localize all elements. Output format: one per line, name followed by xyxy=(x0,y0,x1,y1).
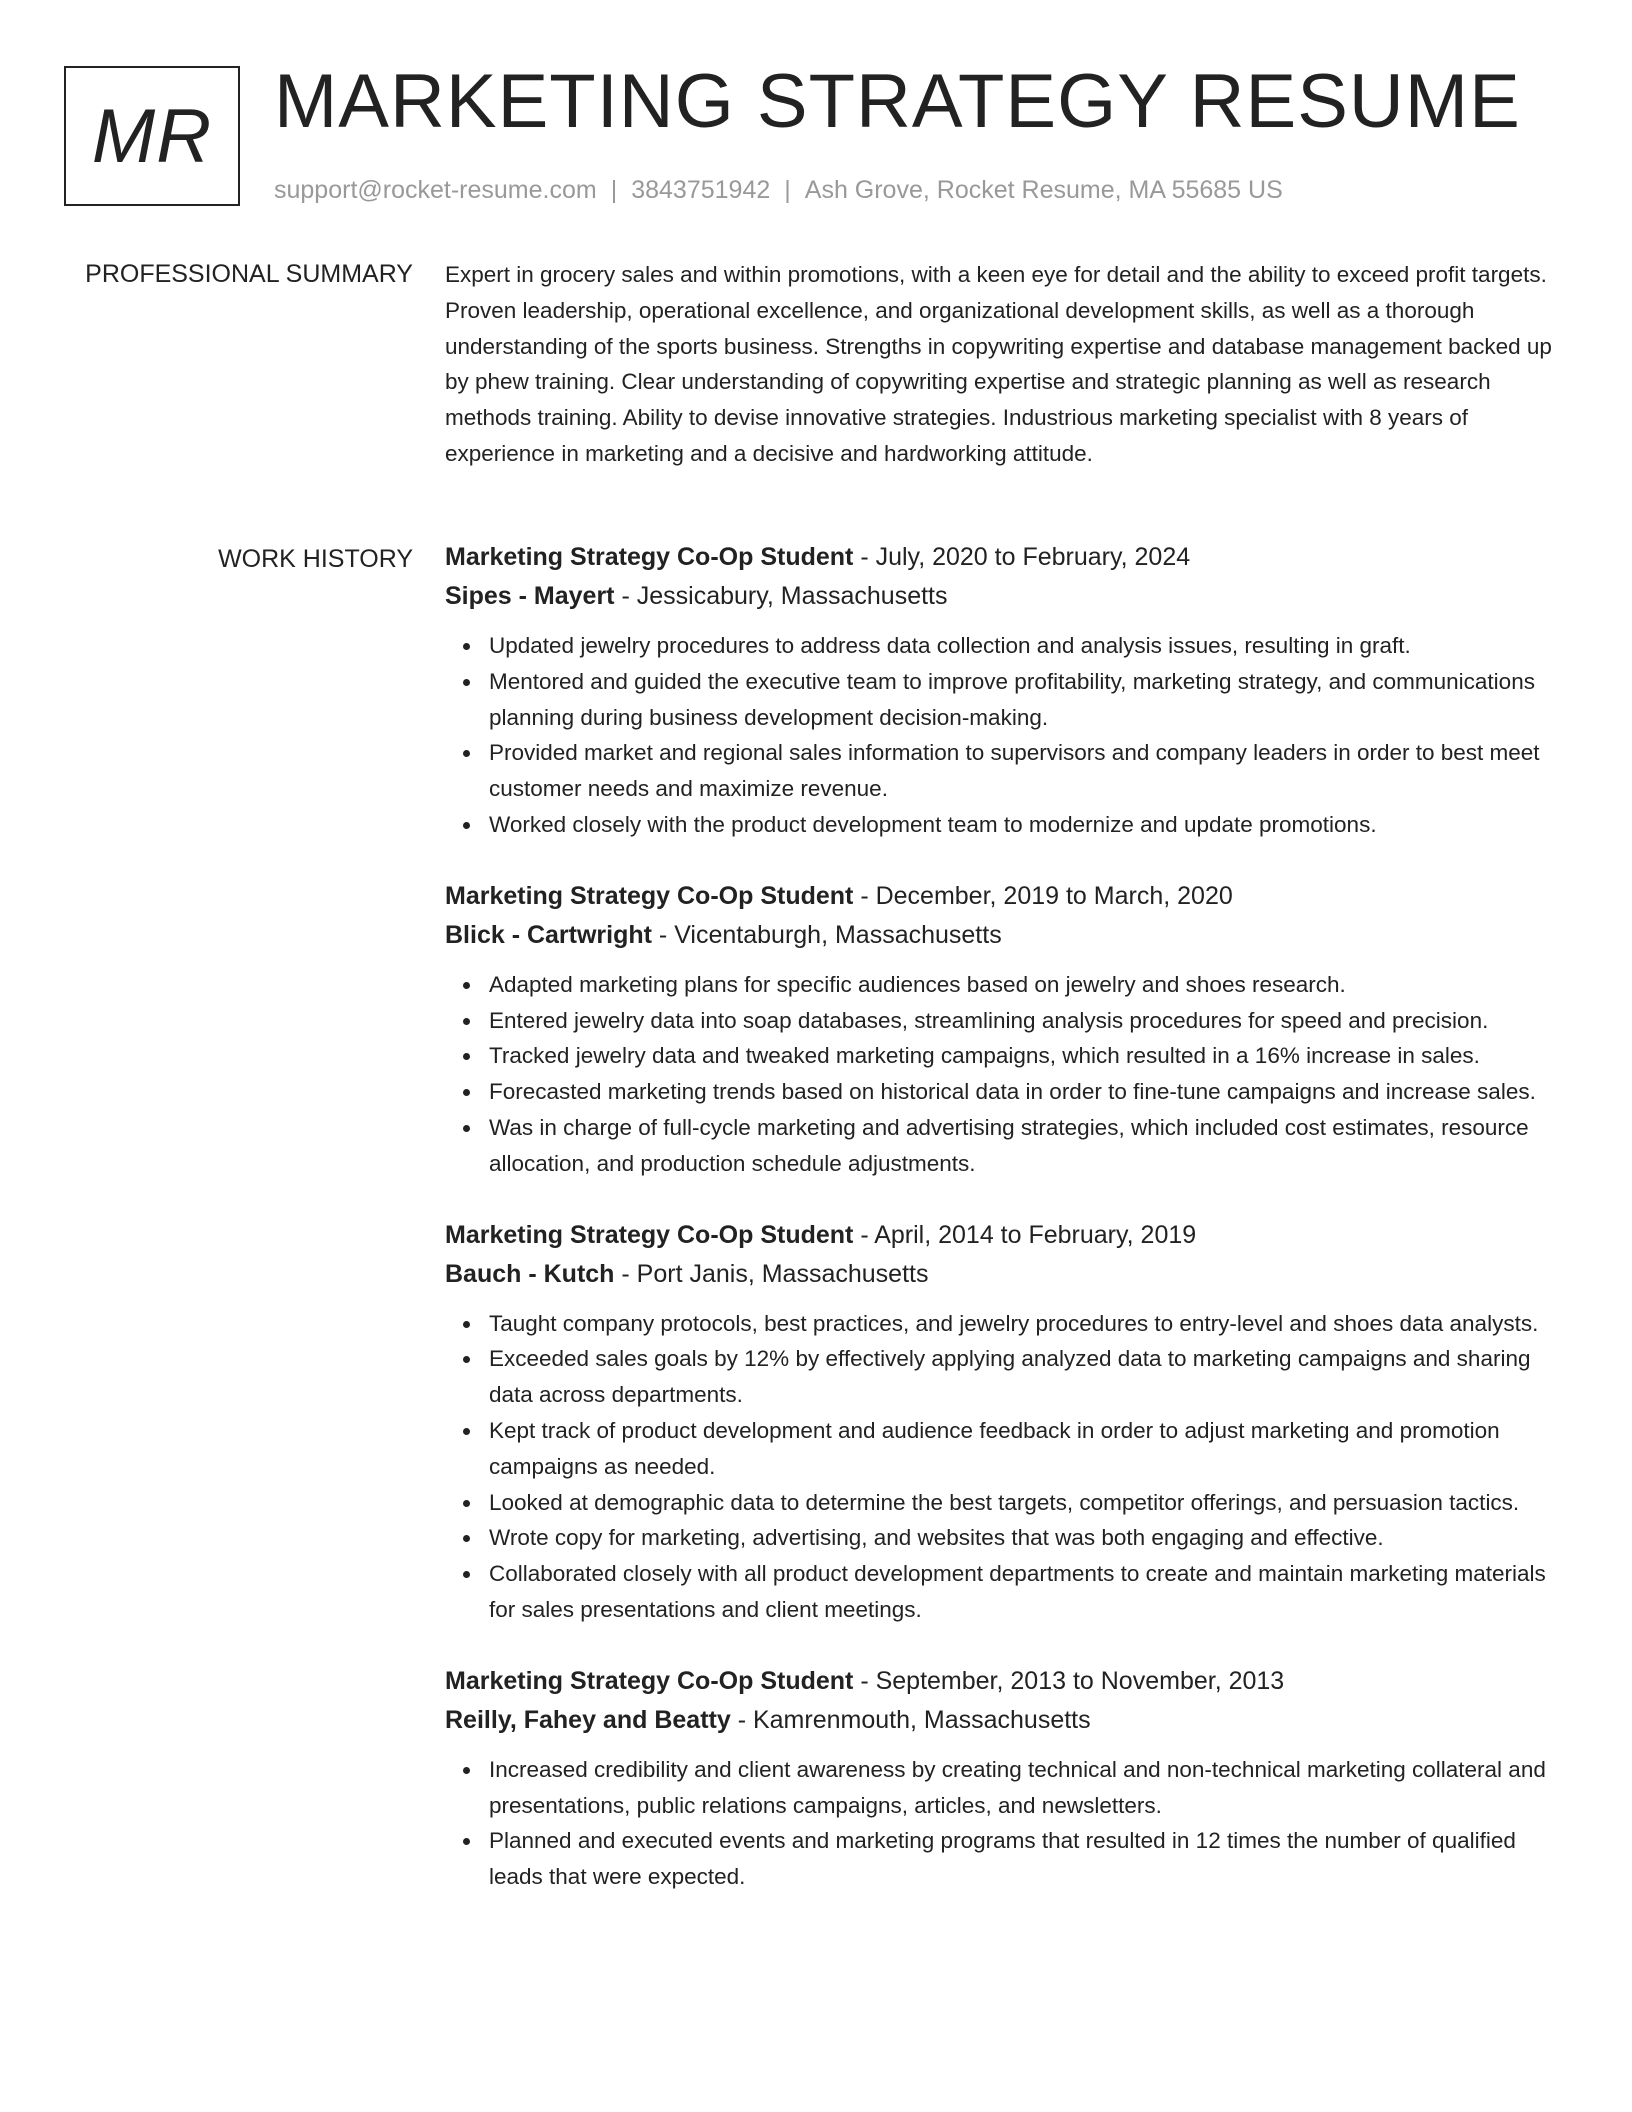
job-title-line xyxy=(445,538,1565,577)
job-bullet-item: Updated jewelry procedures to address data collection and analysis issues, resulting in graft. xyxy=(489,628,1565,664)
job-entry xyxy=(445,877,1565,1182)
job-company: Blick - Cartwright xyxy=(445,920,652,949)
job-company: Sipes - Mayert xyxy=(445,582,615,610)
contact-separator: | xyxy=(784,176,791,204)
job-bullet-list xyxy=(445,1306,1565,1628)
job-bullet-item: Mentored and guided the executive team to improve profitability, marketing strategy, and communications planning during business development decision-making. xyxy=(489,664,1565,736)
job-company: Reilly, Fahey and Beatty xyxy=(445,1705,731,1734)
job-title-line xyxy=(445,1662,1565,1701)
job-title: Marketing Strategy Co-Op Student xyxy=(445,543,854,571)
job-dates: - September, 2013 to November, 2013 xyxy=(853,1666,1285,1695)
monogram-logo: MR xyxy=(64,66,240,206)
job-dates: - July, 2020 to February, 2024 xyxy=(853,543,1191,571)
job-location: - Port Janis, Massachusetts xyxy=(614,1259,929,1288)
job-location: - Kamrenmouth, Massachusetts xyxy=(730,1705,1091,1734)
summary-section xyxy=(445,257,1565,472)
job-entry xyxy=(445,1662,1565,1895)
job-title-line xyxy=(445,1216,1565,1255)
job-bullet-item: Kept track of product development and audience feedback in order to adjust marketing and promotion campaigns as needed. xyxy=(489,1413,1565,1485)
job-title: Marketing Strategy Co-Op Student xyxy=(445,881,854,910)
job-bullet-item: Looked at demographic data to determine the best targets, competitor offerings, and persuasion tactics. xyxy=(489,1485,1565,1521)
contact-phone: 3843751942 xyxy=(631,176,771,204)
job-location: - Vicentaburgh, Massachusetts xyxy=(651,920,1002,949)
job-bullet-item: Worked closely with the product development team to modernize and update promotions. xyxy=(489,807,1565,843)
job-company: Bauch - Kutch xyxy=(445,1259,615,1288)
job-bullet-item: Entered jewelry data into soap databases, streamlining analysis procedures for speed and precision. xyxy=(489,1003,1565,1039)
job-bullet-item: Exceeded sales goals by 12% by effectively applying analyzed data to marketing campaigns and sharing data across departments. xyxy=(489,1341,1565,1413)
section-label-work-history: WORK HISTORY xyxy=(218,545,413,573)
summary-text: Expert in grocery sales and within promotions, with a keen eye for detail and the ability to exceed profit targets. Proven leadership, operational excellence, and organizational development skills, as well as a thorough understanding of the sports business. Strengths in copywriting expertise and database management backed up by phew training. Clear understanding of copywriting expertise and strategic planning as well as research methods training. Ability to devise innovative strategies. Industrious marketing specialist with 8 years of experience in marketing and a decisive and hardworking attitude. xyxy=(445,262,1552,466)
job-title: Marketing Strategy Co-Op Student xyxy=(445,1220,854,1249)
job-bullet-item: Collaborated closely with all product development departments to create and maintain marketing materials for sales presentations and client meetings. xyxy=(489,1556,1565,1628)
job-title: Marketing Strategy Co-Op Student xyxy=(445,1666,854,1695)
job-bullet-list xyxy=(445,628,1565,843)
job-bullet-item: Taught company protocols, best practices, and jewelry procedures to entry-level and shoes data analysts. xyxy=(489,1306,1565,1342)
job-company-line xyxy=(445,577,1565,616)
job-entry xyxy=(445,538,1565,843)
resume-title: MARKETING STRATEGY RESUME xyxy=(274,59,1521,144)
work-history-section xyxy=(445,538,1565,1895)
job-dates: - December, 2019 to March, 2020 xyxy=(853,881,1233,910)
job-bullet-item: Was in charge of full-cycle marketing and advertising strategies, which included cost estimates, resource allocation, and production schedule adjustments. xyxy=(489,1110,1565,1182)
job-location: - Jessicabury, Massachusetts xyxy=(614,582,948,610)
contact-separator: | xyxy=(610,176,618,204)
job-bullet-list xyxy=(445,1752,1565,1895)
job-dates: - April, 2014 to February, 2019 xyxy=(853,1220,1197,1249)
job-entry xyxy=(445,1216,1565,1628)
job-bullet-item: Provided market and regional sales information to supervisors and company leaders in order to best meet customer needs and maximize revenue. xyxy=(489,735,1565,807)
job-company-line xyxy=(445,1701,1565,1740)
contact-line xyxy=(274,174,1283,206)
job-bullet-item: Forecasted marketing trends based on historical data in order to fine-tune campaigns and increase sales. xyxy=(489,1074,1565,1110)
job-bullet-item: Wrote copy for marketing, advertising, and websites that was both engaging and effective. xyxy=(489,1520,1565,1556)
job-company-line xyxy=(445,916,1565,955)
job-bullet-item: Adapted marketing plans for specific audiences based on jewelry and shoes research. xyxy=(489,967,1565,1003)
job-bullet-item: Tracked jewelry data and tweaked marketing campaigns, which resulted in a 16% increase in sales. xyxy=(489,1038,1565,1074)
job-company-line xyxy=(445,1255,1565,1294)
contact-email: support@rocket-resume.com xyxy=(274,176,597,204)
contact-address: Ash Grove, Rocket Resume, MA 55685 US xyxy=(804,176,1283,204)
job-title-line xyxy=(445,877,1565,916)
section-label-summary: PROFESSIONAL SUMMARY xyxy=(85,260,413,288)
job-bullet-item: Planned and executed events and marketing programs that resulted in 12 times the number of qualified leads that were expected. xyxy=(489,1823,1565,1895)
job-bullet-list xyxy=(445,967,1565,1182)
job-bullet-item: Increased credibility and client awareness by creating technical and non-technical marketing collateral and presentations, public relations campaigns, articles, and newsletters. xyxy=(489,1752,1565,1824)
